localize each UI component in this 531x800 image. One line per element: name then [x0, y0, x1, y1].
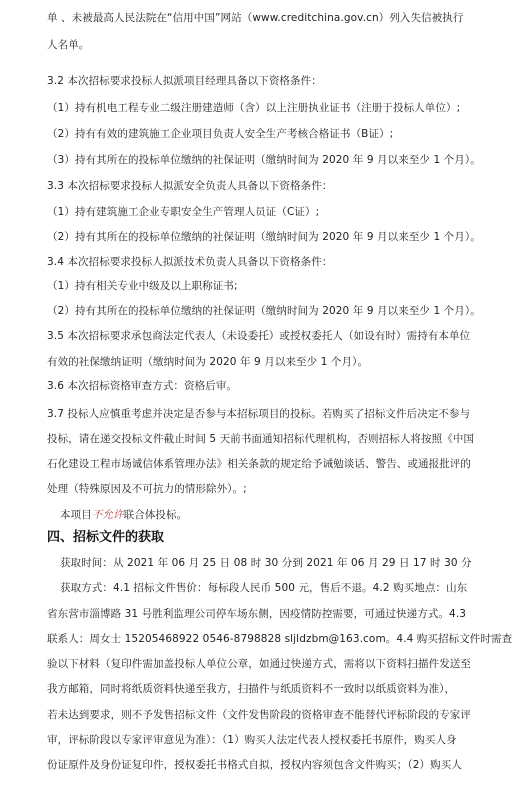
consortium-line	[60, 508, 531, 522]
text-line: 获取方式：4.1 招标文件售价：每标段人民币 500 元，售后不退。4.2 购买地点：山东	[60, 582, 468, 594]
text-line: 3.7 投标人应慎重考虑并决定是否参与本招标项目的投标。若购买了招标文件后决定不参与	[47, 408, 471, 420]
text-line: （2）持有有效的建筑施工企业项目负责人安全生产考核合格证书（B证）;	[47, 128, 394, 140]
text-line: 获取时间：从 2021 年 06 月 25 日 08 时 30 分到 2021 年 06 月 29 日 17 时 30 分	[60, 557, 472, 569]
text-line: 验以下材料（复印件需加盖投标人单位公章，如通过快递方式，需将以下资料扫描件发送至	[47, 658, 471, 670]
text-line: （1）持有相关专业中级及以上职称证书;	[47, 280, 238, 292]
text-line: 3.5 本次招标要求承包商法定代表人（未设委托）或授权委托人（如设有时）需持有本单位	[47, 330, 471, 342]
text-line: 3.3 本次招标要求投标人拟派安全负责人具备以下资格条件：	[47, 180, 333, 192]
text-line: 单 、未被最高人民法院在“信用中国”网站（www.creditchina.gov.cn）列入失信被执行	[47, 12, 464, 24]
text-line: （2）持有其所在的投标单位缴纳的社保证明（缴纳时间为 2020 年 9 月以来至少 1 个月）。	[47, 305, 481, 317]
text-line: 份证原件及身份证复印件，授权委托书格式自拟，授权内容须包含文件购买；（2）购买人	[47, 759, 462, 771]
text-line: 省东营市淄博路 31 号胜利监理公司停车场东侧，因疫情防控需要，可通过快递方式。4.3	[47, 608, 467, 620]
text-line: 3.6 本次招标资格审查方式：资格后审。	[47, 380, 238, 392]
text-line: 3.4 本次招标要求投标人拟派技术负责人具备以下资格条件：	[47, 256, 333, 268]
text-line: （1）持有机电工程专业二级注册建造师（含）以上注册执业证书（注册于投标人单位）;	[47, 102, 461, 114]
section-heading: 四、招标文件的获取	[47, 530, 165, 545]
text-line: （2）持有其所在的投标单位缴纳的社保证明（缴纳时间为 2020 年 9 月以来至少 1 个月）。	[47, 231, 481, 243]
text-line: （3）持有其所在的投标单位缴纳的社保证明（缴纳时间为 2020 年 9 月以来至少 1 个月）。	[47, 154, 481, 166]
text-line: 石化建设工程市场诚信体系管理办法》相关条款的规定给予诫勉谈话、警告、或通报批评的	[47, 458, 471, 470]
consortium-suffix: 联合体投标。	[123, 509, 188, 521]
text-line: 有效的社保缴纳证明（缴纳时间为 2020 年 9 月以来至少 1 个月）。	[47, 356, 369, 368]
consortium-prefix: 本项目	[60, 509, 92, 521]
text-line: 若未达到要求，则不予发售招标文件（文件发售阶段的资格审查不能替代评标阶段的专家评	[47, 709, 471, 721]
text-line: 人名单。	[47, 39, 90, 51]
text-line: 处理（特殊原因及不可抗力的情形除外）。;	[47, 483, 247, 495]
text-line: 审，评标阶段以专家评审意见为准）：（1）购买人法定代表人授权委托书原件，购买人身	[47, 734, 457, 746]
text-line: 投标，请在递交投标文件截止时间 5 天前书面通知招标代理机构，否则招标人将按照《中国	[47, 433, 475, 445]
text-line: （1）持有建筑施工企业专职安全生产管理人员证（C证）;	[47, 206, 320, 218]
consortium-value: 不允许	[91, 509, 124, 521]
text-line: 我方邮箱，同时将纸质资料快递至我方，扫描件与纸质资料不一致时以纸质资料为准），	[47, 683, 456, 695]
text-line: 联系人：周女士 15205468922 0546-8798828 sljldzbm@163.com。4.4 购买招标文件时需查	[47, 633, 513, 645]
text-line: 3.2 本次招标要求投标人拟派项目经理具备以下资格条件：	[47, 75, 322, 87]
